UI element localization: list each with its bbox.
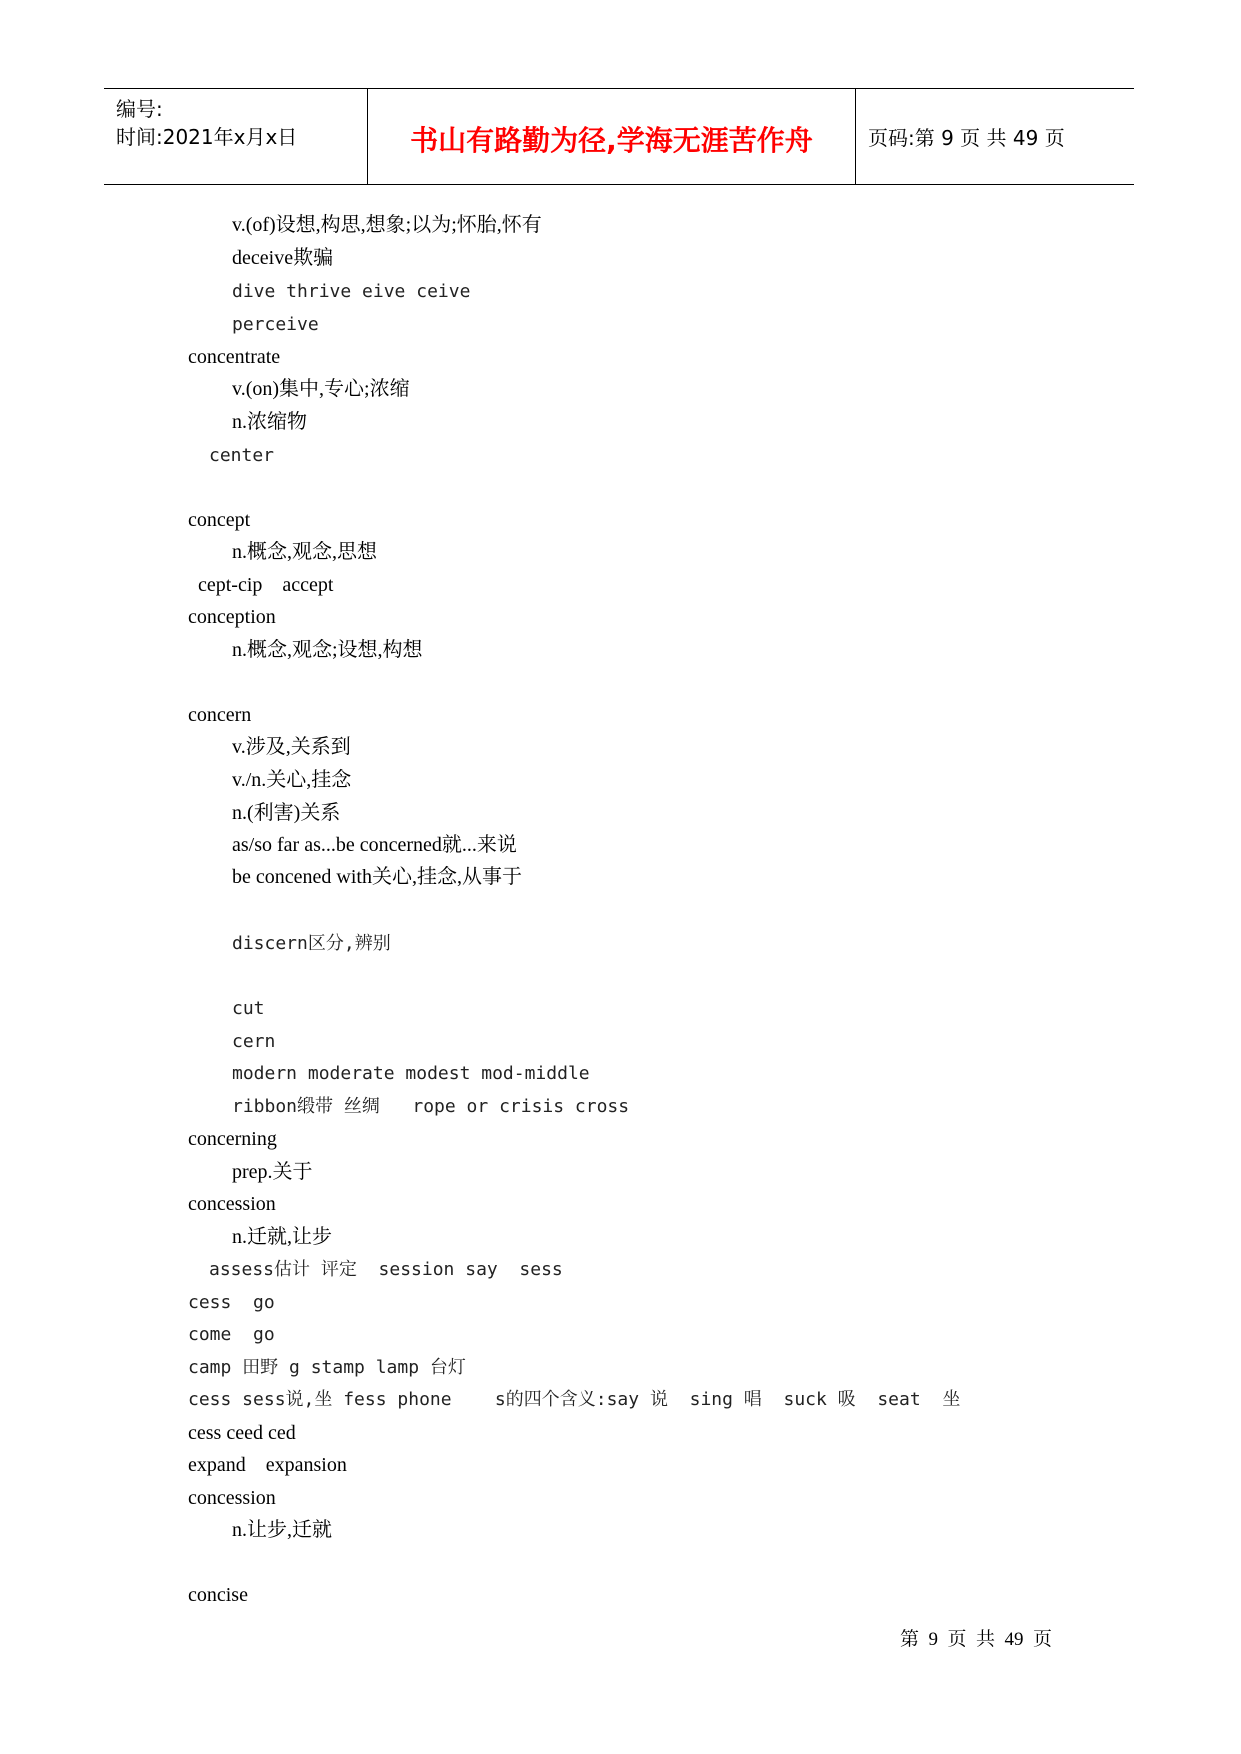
text-line: n.(利害)关系 <box>232 802 341 824</box>
text-line: prep.关于 <box>232 1161 313 1183</box>
headword: concerning <box>188 1128 277 1150</box>
text-line: expand expansion <box>188 1454 347 1476</box>
text-line: v.(of)设想,构思,想象;以为;怀胎,怀有 <box>232 214 542 236</box>
text-line: perceive <box>232 314 319 335</box>
text-line: come go <box>188 1324 275 1345</box>
text-line: assess估计 评定 session say sess <box>209 1259 563 1280</box>
headword: concept <box>188 509 251 531</box>
headword: conception <box>188 606 276 628</box>
text-line: be concened with关心,挂念,从事于 <box>232 866 522 888</box>
page-footer: 第 9 页 共 49 页 <box>900 1629 1053 1650</box>
motto-text: 书山有路勤为径,学海无涯苦作舟 <box>410 124 813 157</box>
text-line: n.浓缩物 <box>232 411 307 433</box>
text-line: v.(on)集中,专心;浓缩 <box>232 378 410 400</box>
headword: concern <box>188 704 252 726</box>
headword: concession <box>188 1193 276 1215</box>
serial-number-label: 编号: <box>116 97 163 121</box>
text-line: as/so far as...be concerned就...来说 <box>232 834 517 856</box>
headword: concentrate <box>188 346 281 368</box>
text-line: dive thrive eive ceive <box>232 281 471 302</box>
text-line: cess ceed ced <box>188 1422 296 1444</box>
page-header <box>104 88 1134 185</box>
text-line: camp 田野 g stamp lamp 台灯 <box>188 1357 466 1378</box>
header-page-cell <box>856 89 1134 184</box>
header-motto-cell <box>368 89 856 184</box>
text-line: v./n.关心,挂念 <box>232 769 352 791</box>
text-line: cept-cip accept <box>198 574 334 596</box>
headword: concession <box>188 1487 276 1509</box>
text-line: n.让步,迁就 <box>232 1519 332 1541</box>
text-line: n.概念,观念,思想 <box>232 541 377 563</box>
text-line: cut <box>232 998 265 1019</box>
text-line: v.涉及,关系到 <box>232 736 351 758</box>
text-line: cess go <box>188 1292 275 1313</box>
text-line: deceive欺骗 <box>232 247 334 269</box>
text-line: center <box>209 445 275 466</box>
headword: concise <box>188 1584 248 1606</box>
text-line: n.迁就,让步 <box>232 1226 332 1248</box>
text-line: ribbon缎带 丝绸 rope or crisis cross <box>232 1096 630 1117</box>
page-number-label: 页码:第 9 页 共 49 页 <box>868 126 1065 150</box>
header-meta-cell <box>104 89 368 184</box>
text-line: cern <box>232 1031 276 1052</box>
text-line: discern区分,辨别 <box>232 933 391 954</box>
text-line: cess sess说,坐 fess phone s的四个含义:say 说 sing 唱 suck 吸 seat 坐 <box>188 1389 961 1410</box>
text-line: n.概念,观念;设想,构想 <box>232 639 423 661</box>
text-line: modern moderate modest mod-middle <box>232 1063 590 1084</box>
date-label: 时间:2021年x月x日 <box>116 125 298 149</box>
